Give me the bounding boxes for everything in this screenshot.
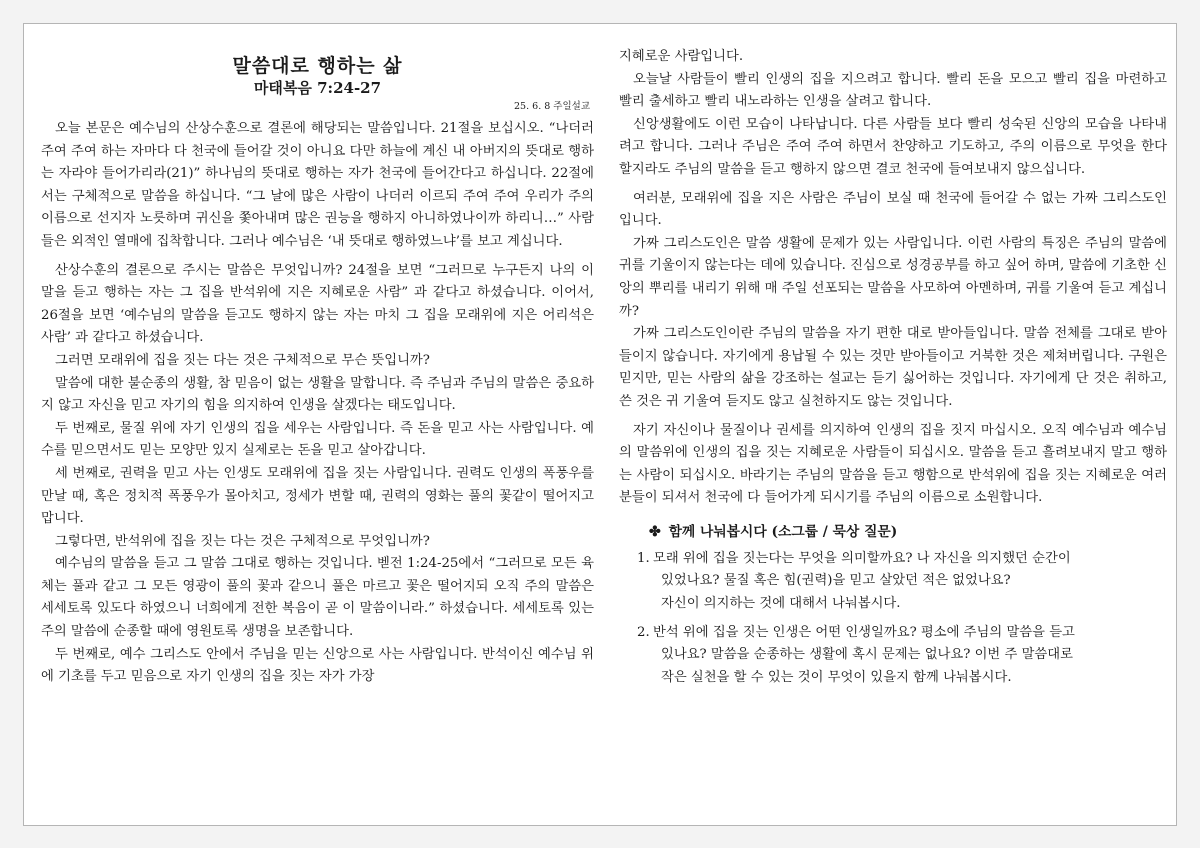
title-block <box>41 54 594 98</box>
question-line: 모래 위에 집을 짓는다는 무엇을 의미할까요? 나 자신을 의지했던 순간이 <box>653 550 1071 566</box>
paragraph: 가짜 그리스도인이란 주님의 말씀을 자기 편한 대로 받아들입니다. 말씀 전체를 그대로 받아들이지 않습니다. 자기에게 용납될 수 있는 것만 받아들이고 거북한 것은 제쳐버립니다. 구원은 믿지만, 믿는 사람의 삶을 강조하는 설교는 듣기 싫어하는 것입니다. 자기에게 단 것은 취하고, 쓴 것은 귀 기울여 듣지도 않고 실천하지도 않는 것입니다. <box>619 326 1167 409</box>
paragraph: 신앙생활에도 이런 모습이 나타납니다. 다른 사람들 보다 빨리 성숙된 신앙의 모습을 나타내려고 합니다. 그러나 주님은 주여 주여 하면서 찬양하고 기도하고, 주의 이름으로 무엇을 한다 할지라도 주님의 말씀을 듣고 행하지 않으면 결코 천국에 들여보내지 않으십니다. <box>619 116 1167 177</box>
flower-bullet-icon: ✤ <box>649 523 661 540</box>
discussion-heading <box>619 520 1167 544</box>
question-line: 반석 위에 집을 짓는 인생은 어떤 인생일까요? 평소에 주님의 말씀을 듣고 <box>653 624 1075 640</box>
paragraph: 가짜 그리스도인은 말씀 생활에 문제가 있는 사람입니다. 이런 사람의 특징은 주님의 말씀에 귀를 기울이지 않는다는 데에 있습니다. 진심으로 성경공부를 하고 싶어 하며, 말씀에 기초한 신앙의 뿌리를 내리기 위해 매 주일 선포되는 말씀을 사모하여 아멘하며, 귀를 기울여 듣고 계십니까? <box>619 235 1167 319</box>
paragraph: 세 번째로, 권력을 믿고 사는 인생도 모래위에 집을 짓는 사람입니다. 권력도 인생의 폭풍우를 만날 때, 혹은 정치적 폭풍우가 몰아치고, 정세가 변할 때, 권력의 영화는 풀의 꽃같이 떨어지고 맙니다. <box>41 465 594 527</box>
paragraph: 그렇다면, 반석위에 집을 짓는 다는 것은 구체적으로 무엇입니까? <box>55 533 430 549</box>
discussion-questions <box>619 548 1167 690</box>
paragraph: 지혜로운 사람입니다. <box>619 49 744 64</box>
scripture-reference: 마태복음 7:24-27 <box>253 79 382 97</box>
paragraph: 여러분, 모래위에 집을 지은 사람은 주님이 보실 때 천국에 들어갈 수 없는 가짜 그리스도인입니다. <box>619 190 1167 229</box>
question-number: 1. <box>637 550 650 566</box>
paragraph: 말씀에 대한 불순종의 생활, 참 믿음이 없는 생활을 말합니다. 즉 주님과 주님의 말씀은 중요하지 않고 자신을 믿고 자기의 힘을 의지하여 인생을 살겠다는 태도입니다. <box>41 375 594 414</box>
sermon-sheet <box>23 23 1177 826</box>
paragraph: 산상수훈의 결론으로 주시는 말씀은 무엇입니까? 24절을 보면 “그러므로 누구든지 나의 이 말을 듣고 행하는 자는 그 집을 반석위에 지은 지혜로운 사람” 과 같다고 하셨습니다. 이어서, 26절을 보면 ‘예수님의 말씀을 듣고도 행하지 않는 자는 마치 그 집을 모래위에 지은 어리석은 사람’ 과 같다고 하셨습니다. <box>41 262 594 346</box>
discussion-heading-text: 함께 나눠봅시다 (소그룹 / 묵상 질문) <box>668 523 898 540</box>
paragraph: 오늘날 사람들이 빨리 인생의 집을 지으려고 합니다. 빨리 돈을 모으고 빨리 집을 마련하고 빨리 출세하고 빨리 내노라하는 인생을 살려고 합니다. <box>619 71 1167 110</box>
question-line: 있나요? 말씀을 순종하는 생활에 혹시 문제는 없나요? 이번 주 말씀대로 <box>661 647 1073 663</box>
question-line: 작은 실천을 할 수 있는 것이 무엇이 있을지 함께 나눠봅시다. <box>661 669 1012 685</box>
paragraph: 예수님의 말씀을 듣고 그 말씀 그대로 행하는 것입니다. 벧전 1:24-25에서 “그러므로 모든 육체는 풀과 같고 그 모든 영광이 풀의 꽃과 같으니 풀은 마르고 꽃은 떨어지되 오직 주의 말씀은 세세토록 있도다 하였으니 너희에게 전한 복음이 곧 이 말씀이니라.” 하셨습니다. 세세토록 있는 주의 말씀에 순종할 때에 영원토록 생명을 보존합니다. <box>41 556 594 640</box>
question-item <box>637 548 1167 616</box>
question-item <box>637 622 1167 690</box>
paragraph: 두 번째로, 물질 위에 자기 인생의 집을 세우는 사람입니다. 즉 돈을 믿고 사는 사람입니다. 예수를 믿으면서도 믿는 모양만 있지 실제로는 돈을 믿고 살아갑니다. <box>41 420 594 459</box>
paragraph: 두 번째로, 예수 그리스도 안에서 주님을 믿는 신앙으로 사는 사람입니다. 반석이신 예수님 위에 기초를 두고 믿음으로 자기 인생의 집을 짓는 자가 가장 <box>41 646 594 685</box>
right-column <box>619 46 1167 695</box>
paragraph: 오늘 본문은 예수님의 산상수훈으로 결론에 해당되는 말씀입니다. 21절을 보십시오. “나더러 주여 주여 하는 자마다 다 천국에 들어갈 것이 아니요 다만 하늘에 계신 내 아버지의 뜻대로 행하는 자라야 들어가리라(21)” 하나님의 뜻대로 행하는 자가 천국에 들어간다고 하십니다. 22절에서는 구체적으로 말씀을 하십니다. “그 날에 많은 사람이 나더러 이르되 주여 주여 우리가 주의 이름으로 선지자 노릇하며 귀신을 쫓아내며 많은 권능을 행하지 아니하였나이까 하리니…” 사람들은 외적인 열매에 집착합니다. 그러나 예수님은 ‘내 뜻대로 행하였느냐’를 보고 계십니다. <box>41 121 594 249</box>
paragraph: 자기 자신이나 물질이나 권세를 의지하여 인생의 집을 짓지 마십시오. 오직 예수님과 예수님의 말씀위에 인생의 집을 짓는 지혜로운 사람들이 되십시오. 말씀을 듣고 흘려보내지 말고 행하는 사람이 되십시오. 바라기는 주님의 말씀을 듣고 행함으로 반석위에 집을 짓는 지혜로운 여러분들이 되셔서 천국에 다 들어가게 되시기를 주님의 이름으로 소원합니다. <box>619 422 1167 506</box>
question-line: 자신이 의지하는 것에 대해서 나눠봅시다. <box>661 596 901 612</box>
left-column <box>41 54 594 689</box>
sermon-date: 25. 6. 8 주일설교 <box>514 101 590 112</box>
question-line: 있었나요? 물질 혹은 힘(권력)을 믿고 살았던 적은 없었나요? <box>661 573 1011 589</box>
sermon-title: 말씀대로 행하는 삶 <box>232 55 403 77</box>
paragraph: 그러면 모래위에 집을 짓는 다는 것은 구체적으로 무슨 뜻입니까? <box>55 352 430 368</box>
question-number: 2. <box>637 624 650 640</box>
